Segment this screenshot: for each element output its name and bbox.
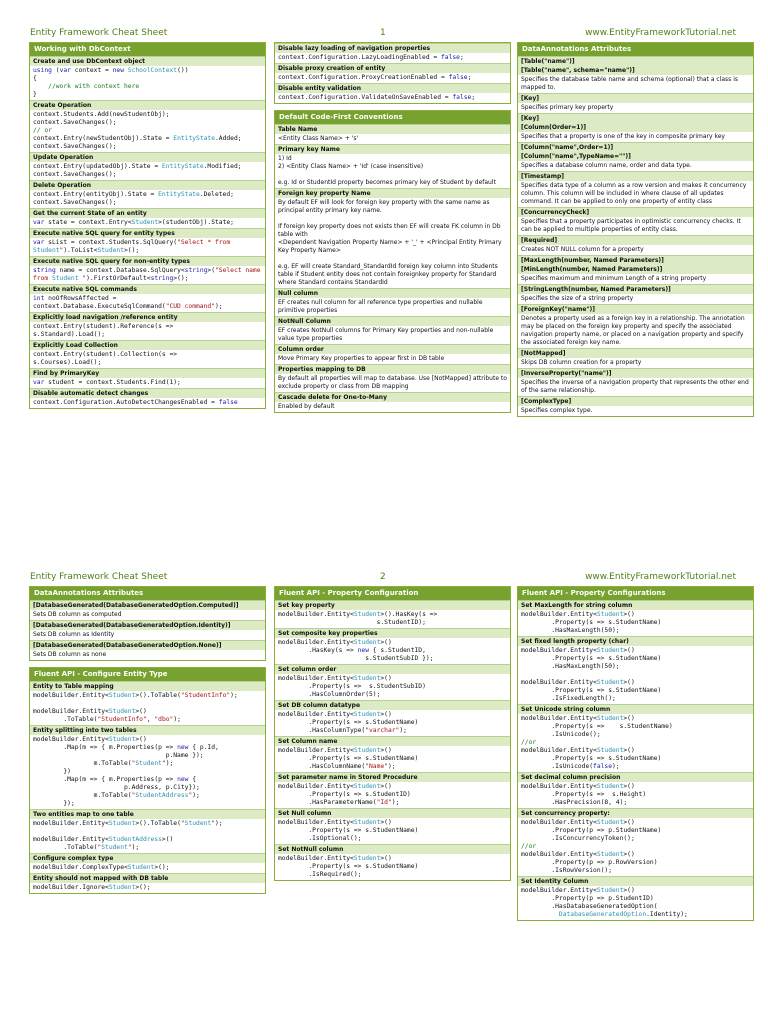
item-heading: Set composite key properties xyxy=(275,628,510,638)
section xyxy=(29,42,266,409)
item-heading: Disable proxy creation of entity xyxy=(275,63,510,73)
item-description: Specifies the database table name and schema (optional) that a class is mapped to. xyxy=(521,76,740,91)
page-2-column-1 xyxy=(29,586,266,1012)
code-snippet: modelBuilder.Entity<Student>() .Property(s => s.StudentName) .HasMaxLength(50); xyxy=(521,611,662,634)
page-2-column-2 xyxy=(274,586,511,1012)
item-description: EF creates NotNull columns for Primary Key properties and non-nullable value type properties xyxy=(278,327,496,342)
site-url: www.EntityFrameworkTutorial.net xyxy=(585,28,736,38)
page-number: 2 xyxy=(380,572,386,582)
item-heading: Entity splitting into two tables xyxy=(30,725,265,735)
item-heading: Foreign key property Name xyxy=(275,188,510,198)
item-description: Specifies a database column name, order and data type. xyxy=(521,162,692,169)
item-heading: Properties mapping to DB xyxy=(275,364,510,374)
item-heading: Set fixed length property (char) xyxy=(518,636,753,646)
item-heading: Disable entity validation xyxy=(275,83,510,93)
code-snippet: var student = context.Students.Find(1); xyxy=(33,379,181,386)
item-heading: Set column order xyxy=(275,664,510,674)
page-1-column-2 xyxy=(274,42,511,494)
code-snippet: modelBuilder.Entity<Student>() .Property(s => s.StudentName) .HasColumnName("Name"); xyxy=(278,747,419,770)
code-snippet: var sList = context.Students.SqlQuery("Select * from Student").ToList<Student>(); xyxy=(33,239,234,254)
sheet-title: Entity Framework Cheat Sheet xyxy=(30,28,168,38)
item-heading: Explicitly load navigation /reference entity xyxy=(30,312,265,322)
code-snippet: modelBuilder.Entity<Student>().HasKey(s => s.StudentID); xyxy=(278,611,438,626)
code-snippet: context.Configuration.ProxyCreationEnabled = false; xyxy=(278,74,472,81)
item-description: By default EF will look for foreign key property with the same name as principal entity primary key name. If foreign key property does not exists then EF will create FK column in Db table with <Dependent Navigation Property Name> + '_' + <Principal Entity Primary Key Property Name> e.g. EF will create Standard_StandardId foreign key column into Students table if Student entity does not contain foreignkey property for Standard where Standard contains StandardId xyxy=(278,199,502,286)
item-heading: [Key] [Column(Order=1)] xyxy=(518,113,753,132)
item-heading: [Timestamp] xyxy=(518,171,753,181)
page-1-column-1 xyxy=(29,42,266,494)
item-heading: Disable lazy loading of navigation properties xyxy=(275,43,510,53)
item-heading: [Column("name",Order=1)] [Column("name",TypeName="")] xyxy=(518,142,753,161)
item-heading: Set decimal column precision xyxy=(518,772,753,782)
code-snippet: context.Configuration.AutoDetectChangesEnabled = false xyxy=(33,399,238,406)
item-heading: [Key] xyxy=(518,93,753,103)
item-heading: Table Name xyxy=(275,124,510,134)
item-heading: Execute native SQL commands xyxy=(30,284,265,294)
code-snippet: modelBuilder.Entity<Student>() .Map(m => { m.Properties(p => new { p.Id, p.Name }); m.ToTable("Student"); }) .Map(m => { m.Properties(p => new { p.Address, p.City}); m.ToTable("StudentAddress"); }); xyxy=(33,736,219,807)
section-title: DataAnnotations Attributes xyxy=(518,43,753,56)
code-snippet: modelBuilder.Entity<Student>().ToTable("StudentInfo"); modelBuilder.Entity<Student>() .ToTable("StudentInfo", "dbo"); xyxy=(33,692,238,723)
item-heading: Find by PrimaryKey xyxy=(30,368,265,378)
page-header xyxy=(30,28,736,40)
item-heading: Set NotNull column xyxy=(275,844,510,854)
item-heading: [StringLength(number, Named Parameters)] xyxy=(518,284,753,294)
section xyxy=(274,586,511,881)
item-description: <Entity Class Name> + 's' xyxy=(278,135,359,142)
item-heading: Null column xyxy=(275,288,510,298)
item-heading: Set concurrency property: xyxy=(518,808,753,818)
code-snippet: modelBuilder.Entity<Student>() .Property(s => s.StudentName) .HasColumnType("varchar"); xyxy=(278,711,419,734)
section-title: DataAnnotations Attributes xyxy=(30,587,265,600)
section-title: Working with DbContext xyxy=(30,43,265,56)
item-description: By default all properties will map to database. Use [NotMapped] attribute to exclude property or class from DB mapping xyxy=(278,375,509,390)
item-heading: [MaxLength(number, Named Parameters)] [MinLength(number, Named Parameters)] xyxy=(518,255,753,274)
item-heading: Set Unicode string column xyxy=(518,704,753,714)
code-snippet: modelBuilder.Entity<Student>() .Property(p => p.StudentName) .IsConcurrencyToken(); //or modelBuilder.Entity<Student>() .Property(p => p.RowVersion) .IsRowVersion(); xyxy=(521,819,662,874)
code-snippet: modelBuilder.Entity<Student>() .Property(s => s.StudentName) .IsOptional(); xyxy=(278,819,419,842)
page-number: 1 xyxy=(380,28,386,38)
code-snippet: modelBuilder.Entity<Student>() .Property(s => s.Height) .HasPrecision(8, 4); xyxy=(521,783,647,806)
code-snippet: context.Entry(student).Collection(s => s.Courses).Load(); xyxy=(33,351,178,366)
section-title: Fluent API - Property Configurations xyxy=(518,587,753,600)
item-description: Specifies that a property is one of the key in composite primary key xyxy=(521,133,725,140)
item-description: Enabled by default xyxy=(278,403,335,410)
item-heading: [Table("name")] [Table("name", schema="name")] xyxy=(518,56,753,75)
item-heading: Set Null column xyxy=(275,808,510,818)
item-description: Sets DB column as Identity xyxy=(33,631,115,638)
section xyxy=(274,110,511,413)
item-heading: Execute native SQL query for non-entity types xyxy=(30,256,265,266)
code-snippet: modelBuilder.Entity<Student>() .Property(s => s.StudentName) .IsUnicode(); //or modelBuilder.Entity<Student>() .Property(s => s.StudentName) .IsUnicode(false); xyxy=(521,715,673,770)
sheet-title: Entity Framework Cheat Sheet xyxy=(30,572,168,582)
item-description: EF creates null column for all reference type properties and nullable primitive properties xyxy=(278,299,485,314)
item-heading: Set MaxLength for string column xyxy=(518,600,753,610)
section-title: Default Code-First Conventions xyxy=(275,111,510,124)
item-heading: Disable automatic detect changes xyxy=(30,388,265,398)
code-snippet: context.Configuration.ValidateOnSaveEnabled = false; xyxy=(278,94,476,101)
item-heading: [ComplexType] xyxy=(518,396,753,406)
code-snippet: var state = context.Entry<Student>(studentObj).State; xyxy=(33,219,234,226)
page-1-column-3 xyxy=(517,42,754,494)
item-heading: Get the current State of an entity xyxy=(30,208,265,218)
code-snippet: modelBuilder.Entity<Student>() .Property(s => s.StudentSubID) .HasColumnOrder(5); xyxy=(278,675,426,698)
item-heading: Column order xyxy=(275,344,510,354)
item-description: Denotes a property used as a foreign key in a relationship. The annotation may be placed on the foreign key property and specify the associated navigation property name, or placed on a navigation property and specify the associated foreign key name. xyxy=(521,315,747,346)
item-description: Specifies the inverse of a navigation property that represents the other end of the same relationship. xyxy=(521,379,751,394)
page-2-column-3 xyxy=(517,586,754,1012)
item-heading: Execute native SQL query for entity types xyxy=(30,228,265,238)
code-snippet: modelBuilder.ComplexType<Student>(); xyxy=(33,864,170,871)
code-snippet: modelBuilder.Entity<Student>().ToTable("Student"); modelBuilder.Entity<StudentAddress>() .ToTable("Student"); xyxy=(33,820,223,851)
item-heading: Primary key Name xyxy=(275,144,510,154)
item-description: Sets DB column as computed xyxy=(33,611,122,618)
item-heading: [ConcurrencyCheck] xyxy=(518,207,753,217)
item-heading: Explicitly Load Collection xyxy=(30,340,265,350)
code-snippet: modelBuilder.Entity<Student>() .Property(s => s.StudentID) .HasParameterName("Id"); xyxy=(278,783,411,806)
item-heading: [DatabaseGenerated(DatabaseGeneratedOption.Computed)] xyxy=(30,600,265,610)
section-title: Fluent API - Configure Entity Type xyxy=(30,668,265,681)
section xyxy=(29,667,266,894)
item-heading: Delete Operation xyxy=(30,180,265,190)
item-heading: Two entities map to one table xyxy=(30,809,265,819)
item-description: Move Primary Key properties to appear first in DB table xyxy=(278,355,445,362)
item-heading: Entity should not mapped with DB table xyxy=(30,873,265,883)
item-heading: Set Column name xyxy=(275,736,510,746)
code-snippet: context.Entry(entityObj).State = EntityState.Deleted; context.SaveChanges(); xyxy=(33,191,234,206)
section xyxy=(274,42,511,104)
item-heading: [DatabaseGenerated(DatabaseGeneratedOption.None)] xyxy=(30,640,265,650)
item-description: Specifies complex type. xyxy=(521,407,593,414)
code-snippet: context.Entry(updatedObj).State = EntityState.Modified; context.SaveChanges(); xyxy=(33,163,242,178)
item-description: Specifies maximum and minimum Length of a string property xyxy=(521,275,707,282)
code-snippet: string name = context.Database.SqlQuery<string>("Select name from Student ").FirstOrDefault<string>(); xyxy=(33,267,265,282)
code-snippet: context.Students.Add(newStudentObj); context.SaveChanges(); // or context.Entry(newStudentObj).State = EntityState.Added; context.SaveChanges(); xyxy=(33,111,242,150)
item-heading: Set parameter name in Stored Procedure xyxy=(275,772,510,782)
item-heading: Update Operation xyxy=(30,152,265,162)
item-heading: Create and use DbContext object xyxy=(30,56,265,66)
section-title: Fluent API - Property Configuration xyxy=(275,587,510,600)
code-snippet: modelBuilder.Entity<Student>() .Property(s => s.StudentName) .IsRequired(); xyxy=(278,855,419,878)
item-heading: NotNull Column xyxy=(275,316,510,326)
item-description: Specifies primary key property xyxy=(521,104,614,111)
page-header xyxy=(30,572,736,584)
item-heading: [DatabaseGenerated(DatabaseGeneratedOption.Identity)] xyxy=(30,620,265,630)
code-snippet: context.Configuration.LazyLoadingEnabled = false; xyxy=(278,54,464,61)
site-url: www.EntityFrameworkTutorial.net xyxy=(585,572,736,582)
item-heading: Set Identity Column xyxy=(518,876,753,886)
item-description: 1) Id 2) <Entity Class Name> + 'Id' (case insensitive) e.g. Id or StudentId property becomes primary key of Student by default xyxy=(278,155,496,186)
code-snippet: modelBuilder.Ignore<Student>(); xyxy=(33,884,151,891)
item-description: Skips DB column creation for a property xyxy=(521,359,642,366)
item-heading: Set DB column datatype xyxy=(275,700,510,710)
code-snippet: modelBuilder.Entity<Student>() .HasKey(s => new { s.StudentID, s.StudentSubID }); xyxy=(278,639,434,662)
item-heading: Entity to Table mapping xyxy=(30,681,265,691)
item-description: Creates NOT NULL column for a property xyxy=(521,246,644,253)
item-description: Specifies that a property participates in optimistic concurrency checks. It can be applied to multiple properties of entity class. xyxy=(521,218,743,233)
item-heading: Create Operation xyxy=(30,100,265,110)
item-heading: [NotMapped] xyxy=(518,348,753,358)
code-snippet: int noOfRowsAffected = context.Database.ExecuteSqlCommand("CUD command"); xyxy=(33,295,223,310)
item-heading: [ForeignKey("name")] xyxy=(518,304,753,314)
item-heading: Cascade delete for One-to-Many xyxy=(275,392,510,402)
code-snippet: modelBuilder.Entity<Student>() .Property(p => p.StudentID) .HasDatabaseGeneratedOption( DatabaseGeneratedOption.Identity); xyxy=(521,887,688,918)
item-description: Specifies the size of a string property xyxy=(521,295,634,302)
item-description: Sets DB column as none xyxy=(33,651,107,658)
code-snippet: modelBuilder.Entity<Student>() .Property(s => s.StudentName) .HasMaxLength(50); modelBuilder.Entity<Student>() .Property(s => s.StudentName) .IsFixedLength(); xyxy=(521,647,662,702)
item-heading: Configure complex type xyxy=(30,853,265,863)
item-description: Specifies data type of a column as a row version and makes it concurrency column. This column will be included in where clause of all updates command. It can be applied to only one property of entity class xyxy=(521,182,749,205)
section xyxy=(517,42,754,417)
section xyxy=(517,586,754,921)
code-snippet: context.Entry(student).Reference(s => s.Standard).Load(); xyxy=(33,323,174,338)
item-heading: [InverseProperty("name")] xyxy=(518,368,753,378)
section xyxy=(29,586,266,661)
item-heading: [Required] xyxy=(518,235,753,245)
code-snippet: using (var context = new SchoolContext()) { //work with context here } xyxy=(33,67,189,98)
item-heading: Set key property xyxy=(275,600,510,610)
